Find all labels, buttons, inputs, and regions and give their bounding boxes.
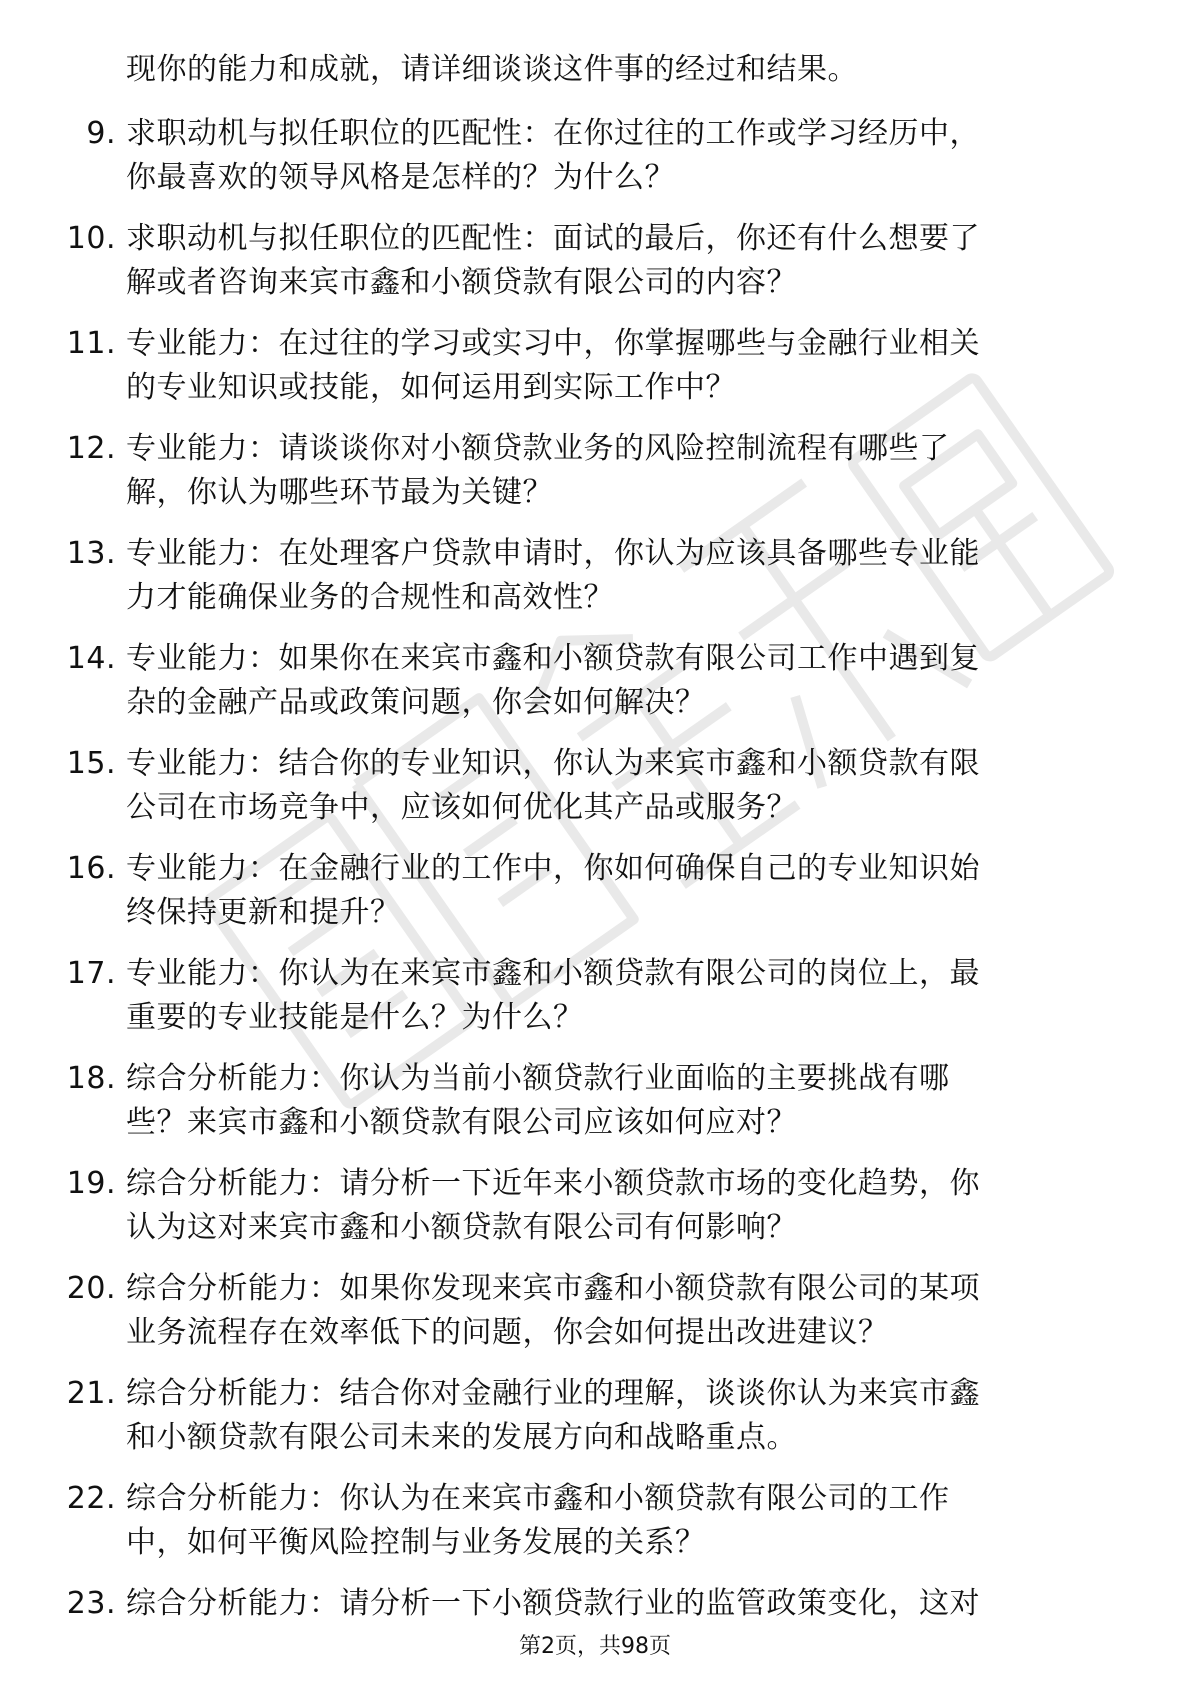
continuation-text: 现你的能力和成就，请详细谈谈这件事的经过和结果。 [126, 52, 858, 87]
question-item [50, 847, 1130, 935]
question-item [50, 952, 1130, 1040]
question-text-line: 求职动机与拟任职位的匹配性：面试的最后，你还有什么想要了 [126, 221, 980, 256]
question-number: 23. [66, 1586, 116, 1621]
question-text-line: 专业能力：如果你在来宾市鑫和小额贷款有限公司工作中遇到复 [126, 641, 980, 676]
page-footer: 第2页，共98页 [519, 1634, 671, 1659]
question-text-line: 综合分析能力：请分析一下小额贷款行业的监管政策变化，这对 [126, 1586, 980, 1621]
question-number: 21. [66, 1376, 116, 1411]
question-item [50, 637, 1130, 725]
question-text-line: 专业能力：在过往的学习或实习中，你掌握哪些与金融行业相关 [126, 326, 980, 361]
question-text-line: 重要的专业技能是什么？为什么？ [126, 1000, 584, 1035]
question-text-line: 专业能力：你认为在来宾市鑫和小额贷款有限公司的岗位上，最 [126, 956, 980, 991]
question-item [50, 1477, 1130, 1565]
question-number: 15. [66, 746, 116, 781]
question-text-line: 终保持更新和提升？ [126, 895, 401, 930]
question-text-line: 专业能力：请谈谈你对小额贷款业务的风险控制流程有哪些了 [126, 431, 950, 466]
question-text-line: 综合分析能力：你认为在来宾市鑫和小额贷款有限公司的工作 [126, 1481, 950, 1516]
question-text-line: 和小额贷款有限公司未来的发展方向和战略重点。 [126, 1420, 797, 1455]
question-item [50, 427, 1130, 515]
question-item [50, 1057, 1130, 1145]
question-number: 17. [66, 956, 116, 991]
question-item [50, 1372, 1130, 1460]
question-number: 19. [66, 1166, 116, 1201]
question-text-line: 你最喜欢的领导风格是怎样的？为什么？ [126, 160, 675, 195]
question-text-line: 的专业知识或技能，如何运用到实际工作中？ [126, 370, 736, 405]
question-number: 10. [66, 221, 116, 256]
question-list [50, 112, 1130, 1687]
question-text-line: 力才能确保业务的合规性和高效性？ [126, 580, 614, 615]
question-text-line: 公司在市场竞争中，应该如何优化其产品或服务？ [126, 790, 797, 825]
question-text-line: 中，如何平衡风险控制与业务发展的关系？ [126, 1525, 706, 1560]
question-text-line: 专业能力：在处理客户贷款申请时，你认为应该具备哪些专业能 [126, 536, 980, 571]
question-item [50, 742, 1130, 830]
question-item [50, 322, 1130, 410]
question-text-line: 些？来宾市鑫和小额贷款有限公司应该如何应对？ [126, 1105, 797, 1140]
question-text-line: 专业能力：在金融行业的工作中，你如何确保自己的专业知识始 [126, 851, 980, 886]
question-text-line: 杂的金融产品或政策问题，你会如何解决？ [126, 685, 706, 720]
question-text-line: 专业能力：结合你的专业知识，你认为来宾市鑫和小额贷款有限 [126, 746, 980, 781]
question-text-line: 解，你认为哪些环节最为关键？ [126, 475, 553, 510]
question-text-line: 业务流程存在效率低下的问题，你会如何提出改进建议？ [126, 1315, 889, 1350]
question-number: 22. [66, 1481, 116, 1516]
question-item [50, 1267, 1130, 1355]
question-number: 9. [86, 116, 116, 151]
question-item [50, 532, 1130, 620]
question-number: 14. [66, 641, 116, 676]
question-text-line: 综合分析能力：结合你对金融行业的理解，谈谈你认为来宾市鑫 [126, 1376, 980, 1411]
question-text-line: 综合分析能力：如果你发现来宾市鑫和小额贷款有限公司的某项 [126, 1271, 980, 1306]
question-text-line: 综合分析能力：你认为当前小额贷款行业面临的主要挑战有哪 [126, 1061, 950, 1096]
question-number: 11. [66, 326, 116, 361]
question-number: 18. [66, 1061, 116, 1096]
question-number: 16. [66, 851, 116, 886]
question-number: 12. [66, 431, 116, 466]
question-item [50, 1162, 1130, 1250]
question-text-line: 认为这对来宾市鑫和小额贷款有限公司有何影响？ [126, 1210, 797, 1245]
question-text-line: 解或者咨询来宾市鑫和小额贷款有限公司的内容？ [126, 265, 797, 300]
question-number: 13. [66, 536, 116, 571]
question-item [50, 217, 1130, 305]
question-text-line: 综合分析能力：请分析一下近年来小额贷款市场的变化趋势，你 [126, 1166, 980, 1201]
question-text-line: 求职动机与拟任职位的匹配性：在你过往的工作或学习经历中， [126, 116, 980, 151]
question-item [50, 112, 1130, 200]
question-number: 20. [66, 1271, 116, 1306]
